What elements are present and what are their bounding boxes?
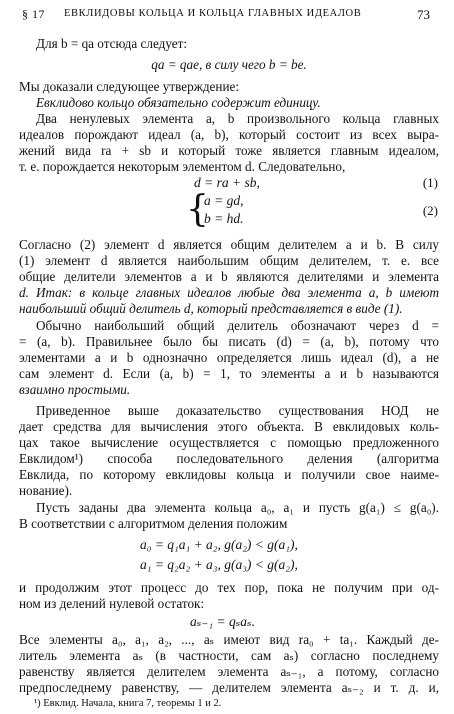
text-line: = (a, b). Правильнее было бы писать (d) = (a, b), потому что	[19, 334, 439, 349]
text-line: Согласно (2) элемент d является общим делителем a и b. В силу	[19, 237, 439, 252]
text-line: Приведенное выше доказательство существования НОД не	[36, 403, 439, 418]
text-line: Пусть заданы два элемента кольца a₀, a₁ и пусть g(a₁) ≤ g(a₀).	[36, 500, 439, 515]
text-line: взаимно простыми.	[19, 382, 131, 397]
text-line: Все элементы a₀, a₁, a₂, ..., aₛ имеют вид ra₀ + ta₁. Каждый де-	[19, 632, 439, 647]
text-line: Для b = qa отсюда следует:	[36, 36, 188, 51]
text-line: Мы доказали следующее утверждение:	[19, 79, 240, 94]
text-line: Обычно наибольший общий делитель обозначают через d =	[36, 318, 439, 333]
text-line: дает средства для вычисления этого объекта. В евклидовых коль-	[19, 419, 439, 434]
text-line: общие делители элементов a и b являются делителями и элемента	[19, 269, 439, 284]
equation-2b: b = hd.	[204, 211, 244, 226]
equation-1: d = ra + sb,	[194, 175, 260, 190]
text-line: жений вида ra + sb и который тоже является главным идеалом,	[19, 143, 439, 158]
text-line: т. е. порождается некоторым элементом d. Следовательно,	[19, 159, 346, 174]
text-line: Евклидом¹) способа последовательного деления (алгоритма	[19, 451, 439, 466]
text-line: qa = qae, в силу чего b = be.	[151, 57, 307, 72]
footnote: ¹) Евклид. Начала, книга 7, теоремы 1 и 2.	[34, 698, 222, 709]
division-equation-2: a₁ = q₂a₂ + a₃, g(a₃) < g(a₂),	[140, 557, 298, 572]
running-title: ЕВКЛИДОВЫ КОЛЬЦА И КОЛЬЦА ГЛАВНЫХ ИДЕАЛОВ	[64, 8, 362, 19]
text-line: ном из делений нулевой остаток:	[19, 596, 205, 611]
section-number: § 17	[22, 7, 45, 21]
text-line: наибольший общий делитель d, который представляется в виде (1).	[19, 301, 403, 316]
text-line: Два ненулевых элемента a, b произвольного кольца главных	[36, 111, 439, 126]
theorem-statement: Евклидово кольцо обязательно содержит единицу.	[36, 95, 321, 110]
running-header	[0, 7, 454, 25]
page-number: 73	[417, 7, 430, 22]
text-line: сам элемент d. Если (a, b) = 1, то элементы a и b называются	[19, 366, 439, 381]
last-equation: aₛ₋₁ = qₛaₛ.	[190, 614, 255, 629]
text-line: элементами a и b однозначно определяется лишь идеал (d), а не	[19, 350, 439, 365]
text-line: Евклида, по которому евклидовы кольца и получили свое наиме-	[19, 467, 439, 482]
text-line: нование).	[19, 483, 73, 498]
text-line: литель элемента aₛ (в частности, сам aₛ) согласно последнему	[19, 648, 439, 663]
text-line: В соответствии с алгоритмом деления положим	[19, 516, 288, 531]
text-line: и продолжим этот процесс до тех пор, пока не получим при од-	[19, 580, 439, 595]
text-line: цах такое вычисление осуществляется с помощью предложенного	[19, 435, 439, 450]
text-line: (1) элемент d является наибольшим общим делителем, т. е. все	[19, 253, 439, 268]
text-line: равенству является делителем элемента aₛ₋₁, а потому, согласно	[19, 664, 439, 679]
equation-2-number: (2)	[422, 203, 438, 218]
equation-1-number: (1)	[422, 175, 438, 190]
equation-2a: a = gd,	[204, 193, 244, 208]
text-line: предпоследнему равенству, — делителем элемента aₛ₋₂ и т. д. и,	[19, 680, 439, 695]
text-line: идеалов порождают идеал (a, b), который состоит из всех выра-	[19, 127, 439, 142]
brace-symbol: {	[186, 189, 209, 230]
text-line: d. Итак: в кольце главных идеалов любые два элемента a, b имеют	[19, 285, 439, 300]
division-equation-1: a₀ = q₁a₁ + a₂, g(a₂) < g(a₁),	[140, 537, 298, 552]
